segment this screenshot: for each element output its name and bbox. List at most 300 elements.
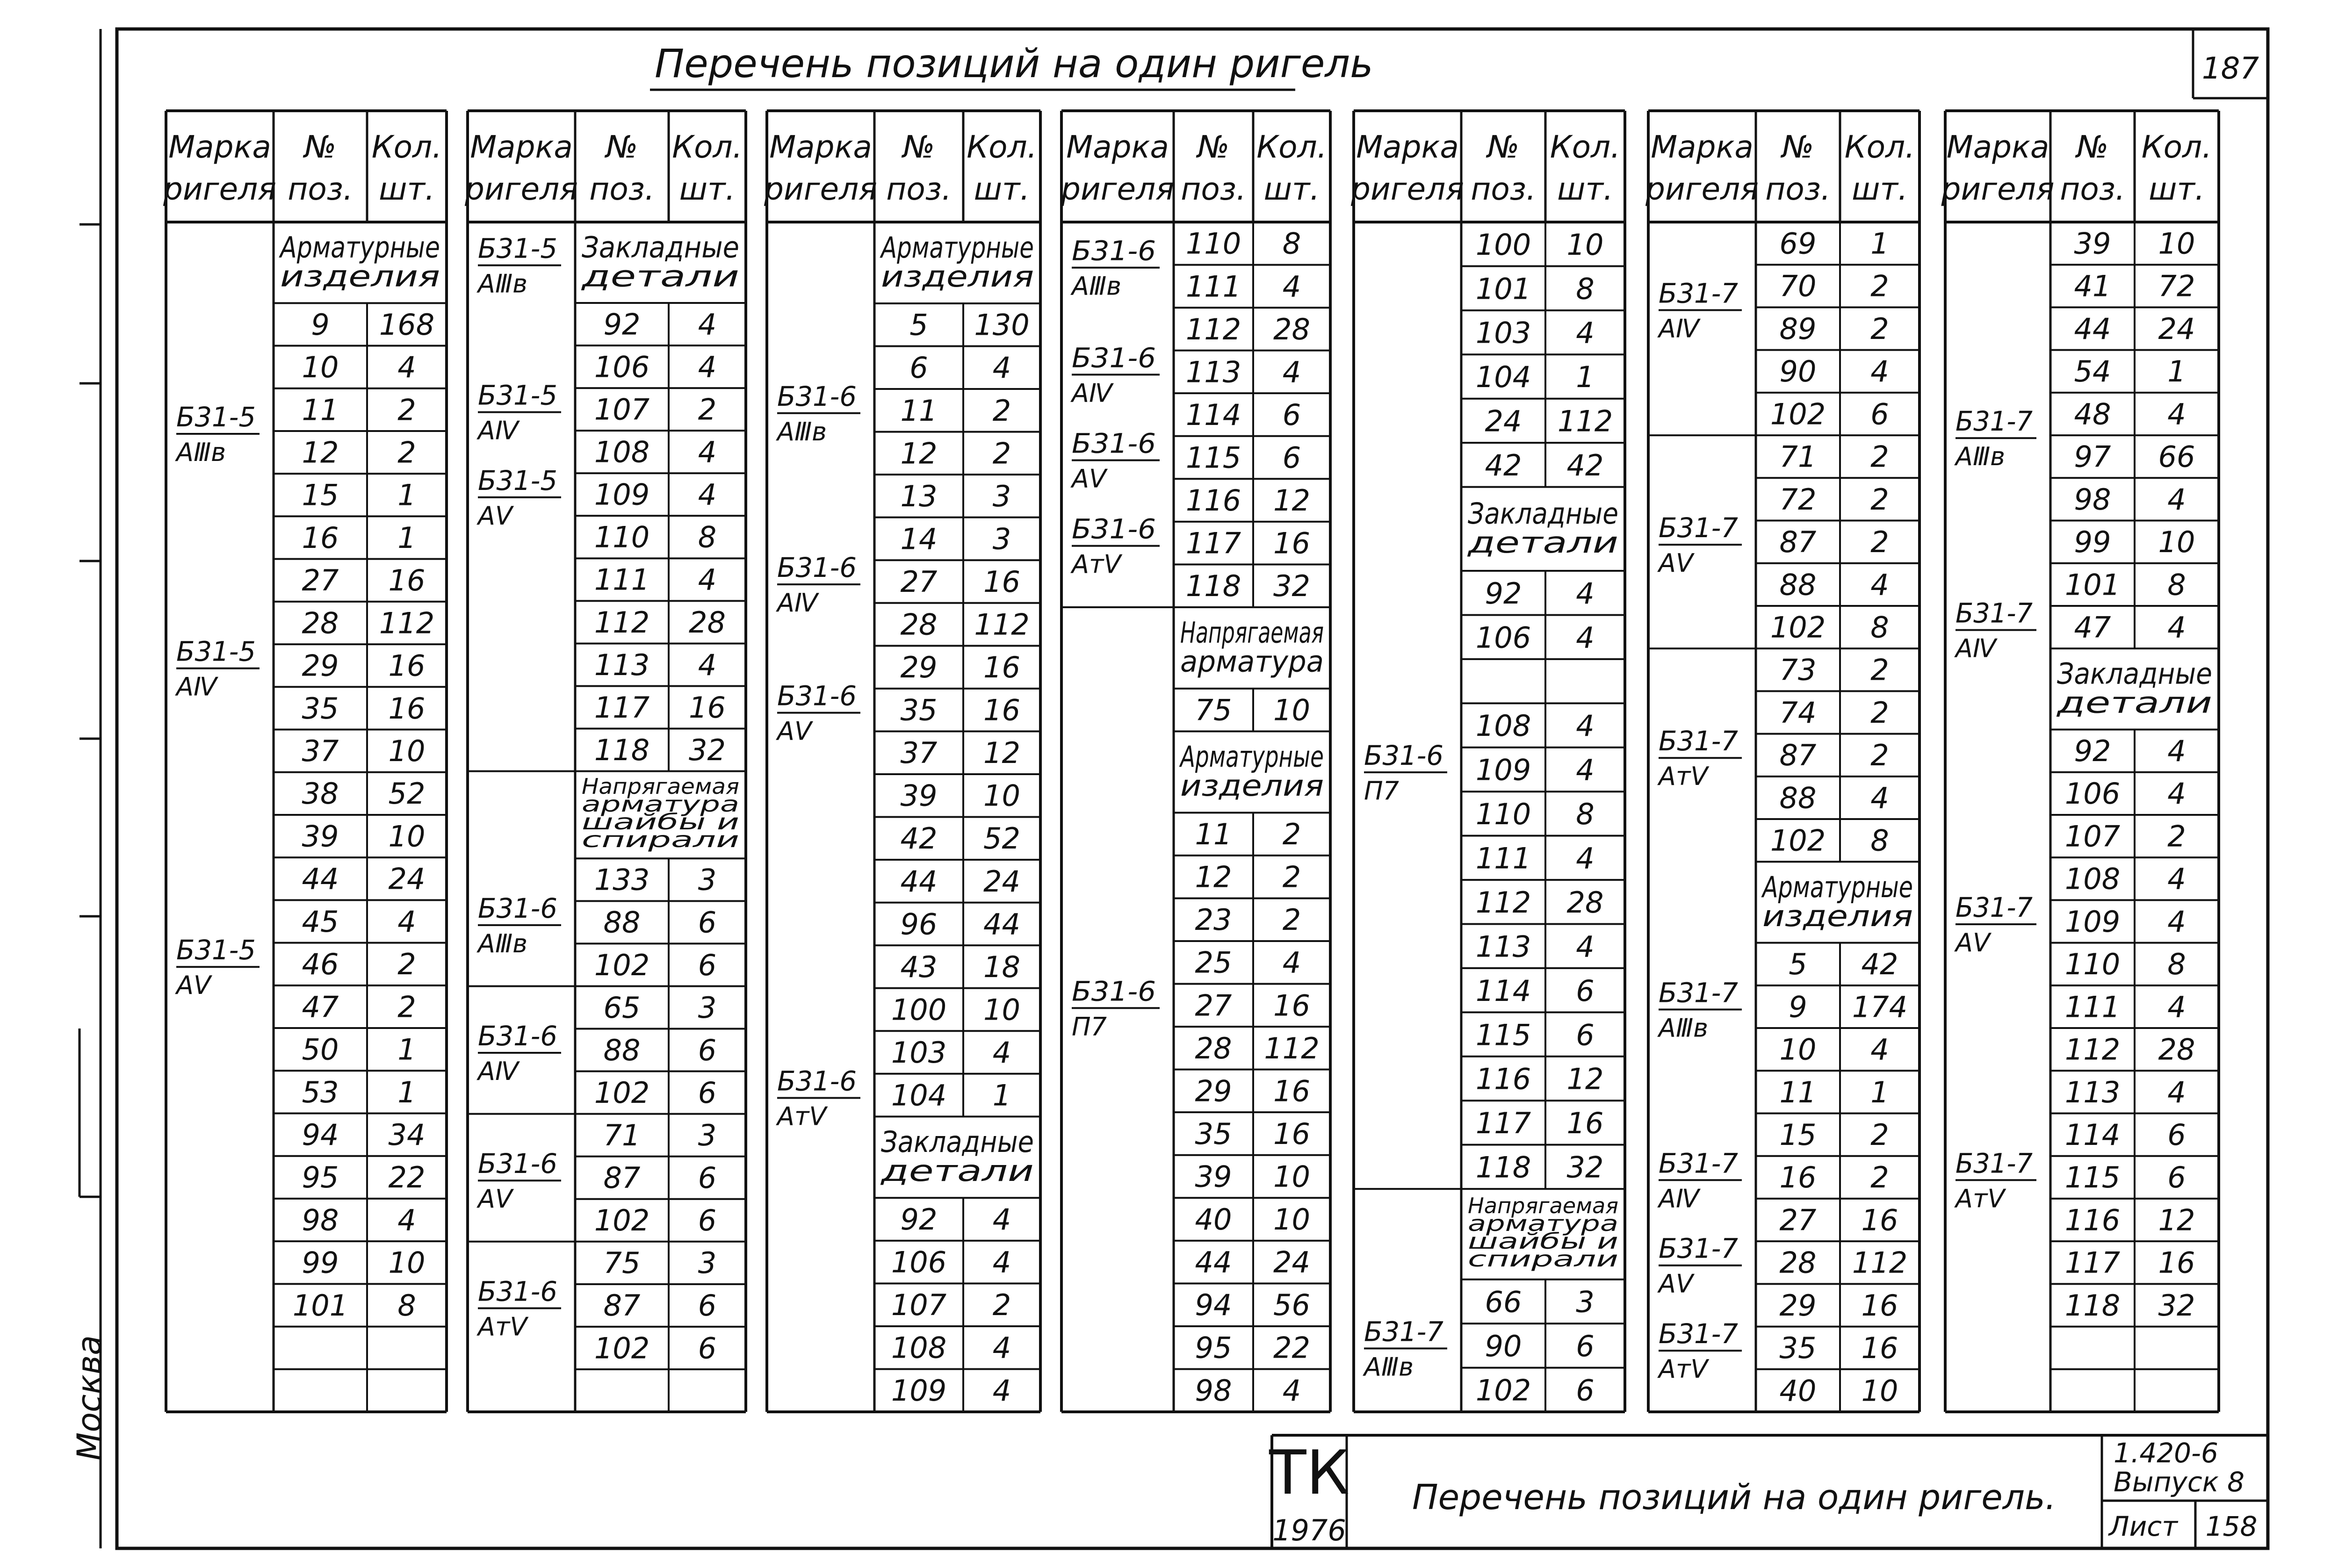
position-number: 54: [2074, 354, 2111, 389]
quantity-value: 2: [992, 1288, 1011, 1323]
position-number: 35: [1195, 1116, 1232, 1151]
section-heading-line: изделия: [881, 259, 1034, 294]
position-number: 113: [2064, 1075, 2121, 1109]
position-number: 89: [1779, 311, 1817, 346]
quantity-value: 8: [397, 1288, 416, 1323]
table-row: [891, 1288, 1011, 1322]
section-heading-line: Напрягаемая: [1468, 1193, 1618, 1219]
table-row: [901, 907, 1020, 941]
quantity-value: 4: [2167, 1075, 2186, 1109]
table-row: [594, 605, 726, 640]
position-number: 47: [302, 990, 339, 1024]
girder-mark-steel: АⅤ: [777, 716, 812, 746]
quantity-value: 6: [1576, 1373, 1595, 1408]
header-position-line2: поз.: [589, 171, 655, 207]
table-row: [1780, 1246, 1908, 1280]
table-row: [891, 1331, 1011, 1365]
position-number: 53: [302, 1075, 339, 1109]
table-row: [1476, 360, 1595, 394]
quantity-value: 24: [2158, 311, 2195, 346]
position-number: 43: [900, 949, 938, 984]
table-row: [1186, 483, 1310, 518]
girder-mark: [476, 892, 561, 958]
header-quantity-line2: шт.: [2149, 171, 2205, 207]
table-row: [604, 1288, 717, 1323]
stamp-series: 1.420-6: [2114, 1437, 2218, 1469]
position-number: 35: [900, 693, 938, 727]
table-row: [302, 1033, 416, 1067]
section-heading: [1468, 1193, 1618, 1272]
position-number: 115: [1475, 1018, 1531, 1052]
position-number: 103: [891, 1035, 947, 1070]
quantity-value: 2: [397, 435, 416, 470]
header-position-line2: поз.: [1471, 171, 1536, 207]
quantity-value: 130: [974, 308, 1030, 342]
section-heading-line: Закладные: [582, 230, 739, 265]
position-number: 109: [594, 477, 650, 512]
quantity-value: 10: [1273, 1159, 1310, 1194]
quantity-value: 10: [1566, 227, 1604, 262]
table-row: [594, 563, 716, 597]
quantity-value: 24: [388, 862, 426, 896]
position-number: 114: [2064, 1117, 2121, 1152]
position-number: 16: [1779, 1160, 1817, 1195]
quantity-value: 4: [992, 1245, 1011, 1280]
girder-mark: [1657, 977, 1742, 1043]
quantity-value: 112: [974, 607, 1030, 642]
girder-mark-steel: АⅣ: [1956, 633, 1996, 663]
quantity-value: 6: [698, 1203, 717, 1238]
table-row: [1780, 525, 1889, 559]
quantity-value: 12: [983, 736, 1020, 770]
position-number: 75: [603, 1246, 641, 1280]
position-number: 24: [1485, 404, 1522, 439]
girder-mark-code: Б31-6: [777, 1065, 857, 1097]
table-row: [302, 905, 416, 939]
girder-mark-steel: АⅣ: [478, 416, 519, 446]
girder-mark-steel: АтⅤ: [1659, 762, 1708, 791]
position-number: 110: [1185, 226, 1241, 261]
section-heading-line: детали: [2056, 685, 2212, 720]
header-mark-line1: Марка: [1946, 129, 2049, 165]
position-number: 99: [2074, 525, 2111, 560]
header-mark-line1: Марка: [1651, 129, 1754, 165]
table-row: [1780, 1288, 1898, 1323]
quantity-value: 4: [1282, 355, 1301, 389]
table-row: [901, 736, 1020, 770]
quantity-value: 2: [397, 393, 416, 427]
position-number: 96: [900, 907, 938, 942]
header-quantity-line1: Кол.: [371, 129, 442, 165]
position-number: 102: [1770, 823, 1826, 858]
girder-mark-steel: АⅢв: [478, 928, 527, 958]
stamp-year: 1976: [1272, 1513, 1346, 1547]
stamp-title: Перечень позиций на один ригель.: [1412, 1477, 2057, 1518]
quantity-value: 6: [1576, 1018, 1595, 1052]
table-row: [1780, 1203, 1898, 1237]
section-heading: [1180, 616, 1324, 679]
table-row: [604, 1246, 717, 1280]
position-number: 92: [900, 1202, 938, 1237]
table-row: [1476, 316, 1595, 350]
girder-mark-steel: АⅤ: [478, 501, 512, 531]
table-header: [163, 129, 442, 207]
position-number: 87: [603, 1161, 641, 1195]
quantity-value: 4: [698, 350, 717, 384]
quantity-value: 6: [1870, 397, 1889, 432]
header-position-line2: поз.: [1765, 171, 1831, 207]
header-position-line1: №: [902, 129, 935, 165]
girder-mark-code: Б31-6: [478, 1020, 557, 1052]
position-number: 90: [1485, 1329, 1522, 1364]
girder-mark: [776, 680, 860, 746]
quantity-value: 1: [397, 478, 416, 512]
girder-mark: [1364, 740, 1447, 806]
table-row: [2065, 1160, 2186, 1194]
position-number: 116: [1475, 1062, 1531, 1096]
girder-mark: [1954, 405, 2036, 471]
section-heading-line: детали: [1467, 525, 1618, 560]
girder-mark-code: Б31-5: [478, 379, 557, 411]
quantity-value: 2: [2167, 819, 2186, 854]
section-heading-line: детали: [581, 259, 739, 294]
position-number: 101: [292, 1288, 348, 1323]
position-tables: [163, 111, 2219, 1412]
quantity-value: 12: [1566, 1062, 1604, 1096]
table-row: [891, 1079, 1011, 1113]
girder-mark-code: Б31-6: [1072, 513, 1156, 545]
position-number: 28: [302, 606, 339, 640]
girder-mark-code: Б31-7: [1364, 1316, 1444, 1348]
girder-mark-code: Б31-6: [478, 1148, 557, 1180]
header-position-line1: №: [304, 129, 337, 165]
quantity-value: 1: [397, 1075, 416, 1109]
header-position-line2: поз.: [886, 171, 952, 207]
table-row: [293, 1288, 416, 1323]
position-number: 11: [1779, 1075, 1817, 1109]
girder-mark-steel: АⅤ: [1072, 464, 1106, 494]
header-quantity-line1: Кол.: [1256, 129, 1327, 165]
position-number: 108: [891, 1331, 947, 1365]
quantity-value: 16: [2158, 1245, 2195, 1280]
table-row: [604, 1118, 717, 1152]
position-number: 41: [2074, 269, 2111, 303]
quantity-value: 4: [698, 477, 717, 512]
quantity-value: 4: [1870, 781, 1889, 815]
table-row: [901, 650, 1020, 684]
position-number: 71: [603, 1118, 641, 1152]
position-number: 73: [1779, 653, 1817, 687]
girder-mark-steel: АⅢв: [1364, 1352, 1414, 1382]
quantity-value: 4: [1870, 568, 1889, 602]
girder-mark-code: Б31-6: [1364, 739, 1443, 771]
section-heading-line: Арматурные: [879, 230, 1034, 265]
quantity-value: 4: [992, 1331, 1011, 1365]
city-label: Москва: [70, 1335, 108, 1461]
girder-mark-code: Б31-7: [1659, 512, 1739, 544]
quantity-value: 12: [1273, 483, 1310, 518]
section-heading-line: шайбы и: [582, 809, 739, 835]
quantity-value: 24: [983, 864, 1020, 899]
header-position-line2: поз.: [1181, 171, 1246, 207]
quantity-value: 1: [992, 1078, 1011, 1113]
position-number: 113: [1185, 355, 1241, 389]
quantity-value: 4: [397, 1203, 416, 1237]
quantity-value: 1: [1576, 360, 1595, 395]
position-number: 12: [302, 435, 339, 470]
table-row: [2074, 354, 2186, 388]
quantity-value: 8: [2167, 568, 2186, 602]
header-mark-line2: ригеля: [764, 171, 877, 207]
table-row: [1186, 227, 1301, 261]
table-header: [1350, 129, 1620, 207]
position-number: 88: [1779, 568, 1817, 602]
position-number: 117: [1475, 1106, 1531, 1141]
quantity-value: 10: [2158, 226, 2195, 261]
girder-mark-code: Б31-5: [478, 464, 557, 496]
table-row: [594, 520, 716, 554]
quantity-value: 8: [1870, 610, 1889, 645]
table-row: [1476, 1151, 1604, 1185]
table-row: [1476, 797, 1595, 831]
position-number: 106: [594, 350, 650, 384]
position-number: 111: [594, 562, 650, 597]
quantity-value: 168: [379, 307, 435, 342]
girder-mark: [476, 1148, 561, 1214]
quantity-value: 4: [397, 350, 416, 385]
girder-mark-code: Б31-7: [1956, 891, 2033, 923]
header-mark-line2: ригеля: [1941, 171, 2055, 207]
position-number: 117: [2064, 1245, 2121, 1280]
position-number: 88: [603, 905, 641, 940]
girder-mark-code: Б31-5: [176, 934, 256, 966]
header-position-line1: №: [1197, 129, 1230, 165]
position-number: 110: [2064, 947, 2121, 982]
position-number: 111: [2064, 990, 2121, 1024]
position-number: 6: [909, 351, 928, 385]
girder-mark-code: Б31-6: [777, 551, 857, 583]
girder-mark-code: Б31-6: [1072, 427, 1156, 460]
quantity-value: 4: [2167, 734, 2186, 769]
position-number: 108: [594, 435, 650, 469]
girder-mark: [1070, 342, 1160, 408]
position-table: [163, 111, 447, 1412]
quantity-value: 12: [2158, 1203, 2195, 1237]
table-row: [891, 993, 1020, 1027]
header-position-line1: №: [1487, 129, 1520, 165]
girder-mark-code: Б31-5: [478, 232, 557, 265]
quantity-value: 16: [388, 648, 426, 683]
position-table: [1941, 111, 2219, 1412]
girder-mark: [1657, 725, 1742, 791]
table-row: [1485, 404, 1613, 439]
table-row: [302, 691, 426, 726]
table-row: [302, 478, 416, 512]
header-quantity-line2: шт.: [1852, 171, 1908, 207]
quantity-value: 2: [1282, 817, 1301, 852]
quantity-value: 6: [1282, 397, 1301, 432]
quantity-value: 1: [397, 520, 416, 555]
quantity-value: 2: [992, 393, 1011, 428]
header-quantity-line1: Кол.: [1550, 129, 1621, 165]
table-row: [1186, 526, 1310, 561]
table-row: [302, 862, 426, 896]
quantity-value: 72: [2158, 269, 2195, 303]
quantity-value: 28: [1566, 885, 1604, 920]
table-row: [901, 479, 1011, 513]
table-row: [1476, 885, 1604, 920]
header-position-line1: №: [1782, 129, 1814, 165]
position-number: 5: [909, 308, 928, 342]
position-number: 42: [900, 821, 938, 856]
section-heading: [880, 1125, 1034, 1188]
girder-mark: [1070, 235, 1160, 301]
quantity-value: 2: [698, 392, 717, 427]
section-heading-line: Закладные: [881, 1125, 1034, 1159]
quantity-value: 66: [2158, 439, 2195, 474]
position-number: 42: [1485, 448, 1522, 483]
table-row: [1195, 860, 1301, 894]
table-row: [909, 308, 1029, 342]
header-quantity-line2: шт.: [679, 171, 736, 207]
quantity-value: 52: [388, 777, 426, 811]
position-number: 39: [1195, 1159, 1232, 1194]
table-row: [909, 351, 1011, 385]
girder-mark-code: Б31-6: [478, 1275, 557, 1308]
table-row: [1780, 781, 1889, 815]
table-row: [1476, 1373, 1595, 1407]
position-table: [464, 111, 746, 1412]
table-row: [1476, 620, 1595, 655]
position-number: 116: [1185, 483, 1241, 518]
girder-mark: [175, 934, 260, 1000]
section-heading: [581, 230, 739, 293]
section-heading: [880, 230, 1034, 294]
table-row: [1780, 354, 1889, 388]
position-number: 23: [1195, 903, 1232, 937]
table-row: [2065, 777, 2186, 811]
quantity-value: 16: [1273, 526, 1310, 561]
table-row: [1476, 1018, 1595, 1052]
quantity-value: 4: [1576, 929, 1595, 964]
table-row: [2065, 1033, 2195, 1067]
girder-mark-code: Б31-6: [777, 380, 857, 412]
section-heading-line: Арматурные: [1761, 870, 1913, 904]
girder-mark: [476, 380, 561, 446]
position-number: 88: [603, 1033, 641, 1067]
table-row: [302, 777, 426, 811]
header-quantity-line2: шт.: [379, 171, 435, 207]
quantity-value: 4: [1282, 1374, 1301, 1408]
position-number: 44: [900, 864, 938, 899]
position-number: 29: [302, 648, 339, 683]
position-number: 27: [900, 564, 938, 599]
position-number: 12: [1195, 860, 1232, 894]
section-heading-line: арматура: [1468, 1211, 1618, 1237]
position-number: 114: [1475, 973, 1531, 1008]
position-number: 29: [1779, 1288, 1817, 1323]
table-row: [604, 1033, 717, 1067]
position-number: 94: [302, 1117, 339, 1152]
position-number: 112: [1475, 885, 1531, 920]
girder-mark-steel: АⅢв: [1659, 1013, 1708, 1043]
position-number: 112: [1185, 312, 1241, 346]
position-number: 40: [1779, 1374, 1817, 1408]
position-number: 27: [302, 563, 339, 598]
position-number: 118: [1475, 1150, 1531, 1185]
table-row: [594, 863, 716, 897]
girder-mark-code: Б31-7: [1659, 725, 1739, 757]
quantity-value: 4: [2167, 610, 2186, 645]
table-row: [2065, 1118, 2186, 1152]
quantity-value: 16: [1861, 1331, 1898, 1366]
table-row: [1476, 1106, 1604, 1140]
section-heading: [582, 774, 739, 852]
table-row: [1780, 696, 1889, 730]
girder-mark-steel: П7: [1072, 1012, 1107, 1042]
quantity-value: 16: [1861, 1288, 1898, 1323]
position-number: 116: [2064, 1203, 2121, 1237]
girder-mark-code: Б31-6: [1072, 342, 1156, 374]
quantity-value: 1: [2167, 354, 2186, 389]
header-quantity-line1: Кол.: [672, 129, 743, 165]
girder-mark-steel: АⅤ: [478, 1184, 512, 1214]
table-row: [1780, 1033, 1889, 1067]
position-number: 98: [302, 1203, 339, 1237]
position-number: 40: [1195, 1202, 1232, 1237]
table-row: [594, 392, 716, 426]
position-number: 48: [2074, 397, 2111, 432]
girder-mark-steel: АⅤ: [1956, 928, 1990, 957]
position-number: 11: [900, 393, 938, 428]
table-row: [1195, 946, 1301, 980]
section-heading-line: Напрягаемая: [1180, 615, 1324, 650]
table-row: [2065, 819, 2186, 853]
position-number: 102: [1475, 1373, 1531, 1408]
girder-mark: [175, 401, 260, 467]
quantity-value: 52: [983, 821, 1020, 856]
section-heading-line: изделия: [1762, 899, 1913, 933]
quantity-value: 56: [1273, 1288, 1310, 1323]
header-position-line1: №: [2076, 129, 2109, 165]
position-number: 102: [594, 1075, 650, 1110]
table-row: [901, 608, 1030, 642]
position-number: 118: [594, 733, 650, 767]
table-row: [1780, 1160, 1889, 1194]
girder-mark: [1072, 975, 1160, 1041]
position-number: 118: [1185, 569, 1241, 604]
girder-mark: [776, 552, 860, 618]
position-number: 108: [1475, 709, 1531, 743]
quantity-value: 2: [1870, 738, 1889, 773]
quantity-value: 6: [698, 1331, 717, 1366]
quantity-value: 1: [1870, 1075, 1889, 1109]
quantity-value: 8: [1870, 823, 1889, 858]
quantity-value: 6: [698, 905, 717, 940]
quantity-value: 16: [388, 691, 426, 726]
quantity-value: 6: [698, 1033, 717, 1067]
quantity-value: 10: [983, 778, 1020, 813]
girder-mark-steel: АⅢв: [478, 269, 527, 299]
position-number: 12: [900, 436, 938, 471]
quantity-value: 2: [1870, 653, 1889, 687]
table-row: [594, 1076, 716, 1110]
girder-mark: [1070, 428, 1160, 494]
girder-mark-steel: АⅣ: [478, 1057, 519, 1086]
table-row: [891, 1036, 1011, 1070]
position-number: 118: [2064, 1288, 2121, 1323]
table-row: [302, 819, 426, 853]
